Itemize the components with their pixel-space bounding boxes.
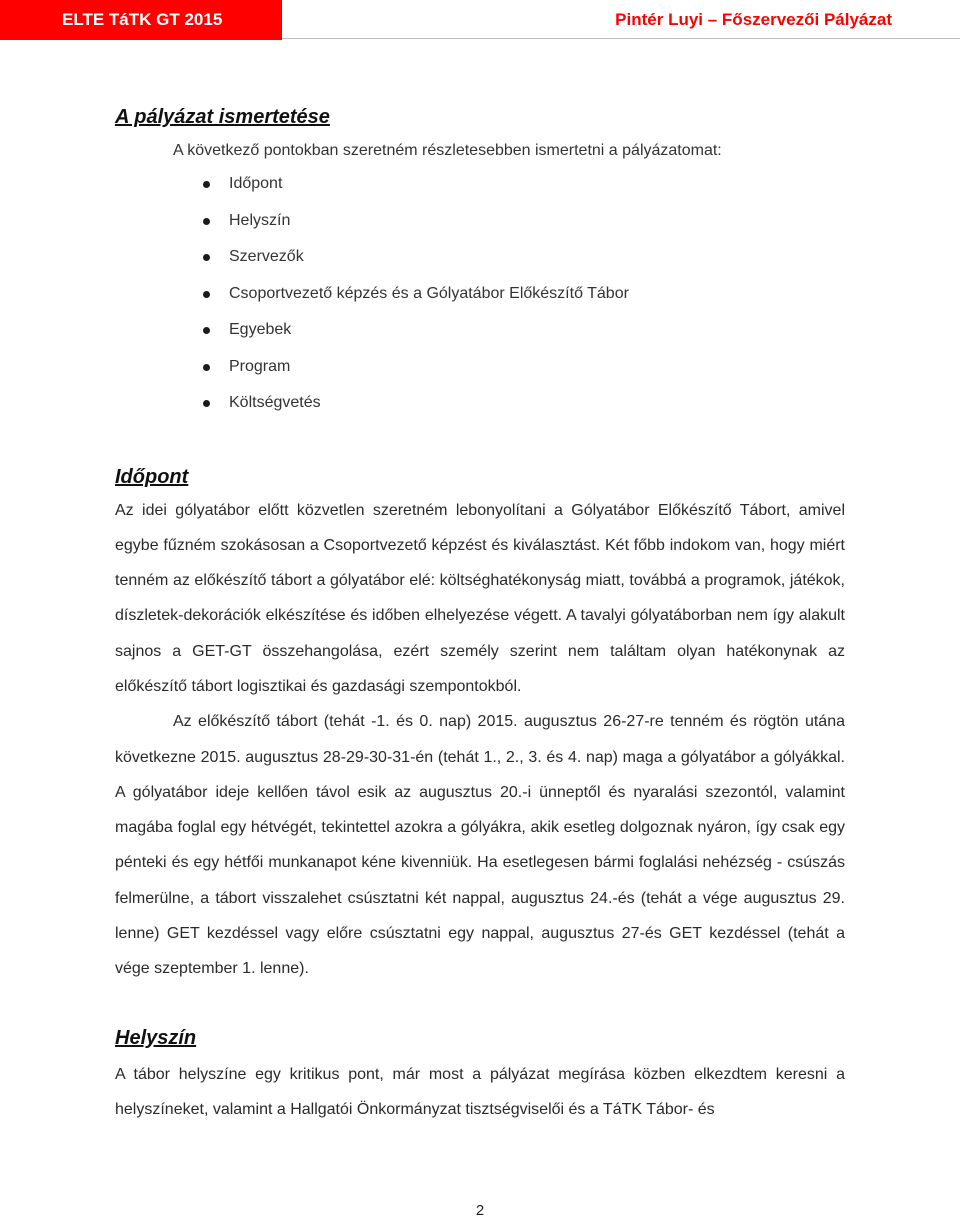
list-item: Időpont	[115, 174, 845, 211]
idopont-paragraph-1: Az idei gólyatábor előtt közvetlen szeretném lebonyolítani a Gólyatábor Előkészítő Tábort, amivel egybe fűzném szokásosan a Csoportvezető képzést és kiválasztást. Két főbb indokom van, hogy miért tenném az előkészítő tábort a gólyatábor elé: költséghatékonyság miatt, továbbá a programok, játékok, díszletek-dekorációk elkészítése és időben elhelyezése végett. A tavalyi gólyatáborban nem így alakult sajnos a GET-GT összehangolása, ezért személy szerint nem találtam olyan hatékonynak az előkészítő tábort logisztikai és gazdasági szempontokból.	[115, 501, 845, 695]
header-event-label: ELTE TáTK GT 2015	[0, 0, 282, 40]
list-item: Egyebek	[115, 320, 845, 357]
bullet-icon	[203, 291, 210, 298]
list-item: Szervezők	[115, 247, 845, 284]
section-title-intro: A pályázat ismertetése	[115, 106, 330, 128]
intro-sentence: A következő pontokban szeretném részletesebben ismertetni a pályázatomat:	[173, 142, 722, 159]
page-number: 2	[475, 1202, 485, 1219]
bullet-icon	[203, 400, 210, 407]
document-body	[115, 100, 845, 1127]
list-item: Költségvetés	[115, 393, 845, 430]
header-document-title: Pintér Luyi – Főszervezői Pályázat	[615, 10, 892, 29]
bullet-icon	[203, 327, 210, 334]
list-item: Program	[115, 357, 845, 394]
bullet-icon	[203, 181, 210, 188]
section-title-idopont: Időpont	[115, 465, 189, 488]
section-title-helyszin: Helyszín	[115, 1026, 197, 1049]
bullet-icon	[203, 364, 210, 371]
list-item: Helyszín	[115, 211, 845, 248]
bullet-icon	[203, 218, 210, 225]
page-header	[0, 0, 960, 40]
idopont-paragraph-2: Az előkészítő tábort (tehát -1. és 0. nap) 2015. augusztus 26-27-re tenném és rögtön utána következne 2015. augusztus 28-29-30-31-én (tehát 1., 2., 3. és 4. nap) maga a gólyatábor a gólyákkal. A gólyatábor ideje kellően távol esik az augusztus 20.-i ünneptől és nyaralási szezontól, valamint magába foglal egy hétvégét, tekintettel azokra a gólyákra, akik esetleg dolgoznak nyáron, így csak egy pénteki és egy hétfői munkanapot kéne kivenniük. Ha esetlegesen bármi foglalási nehézség - csúszás felmerülne, a tábort visszalehet csúsztatni két nappal, augusztus 24.-és (tehát a vége augusztus 29. lenne) GET kezdéssel vagy előre csúsztatni egy nappal, augusztus 27-és GET kezdéssel (tehát a vége szeptember 1. lenne).	[115, 713, 845, 978]
helyszin-paragraph: A tábor helyszíne egy kritikus pont, már most a pályázat megírása közben elkezdtem keresni a helyszíneket, valamint a Hallgatói Önkormányzat tisztségviselői és a TáTK Tábor- és	[115, 1065, 845, 1118]
topic-list	[115, 174, 845, 430]
list-item: Csoportvezető képzés és a Gólyatábor Előkészítő Tábor	[115, 284, 845, 321]
bullet-icon	[203, 254, 210, 261]
